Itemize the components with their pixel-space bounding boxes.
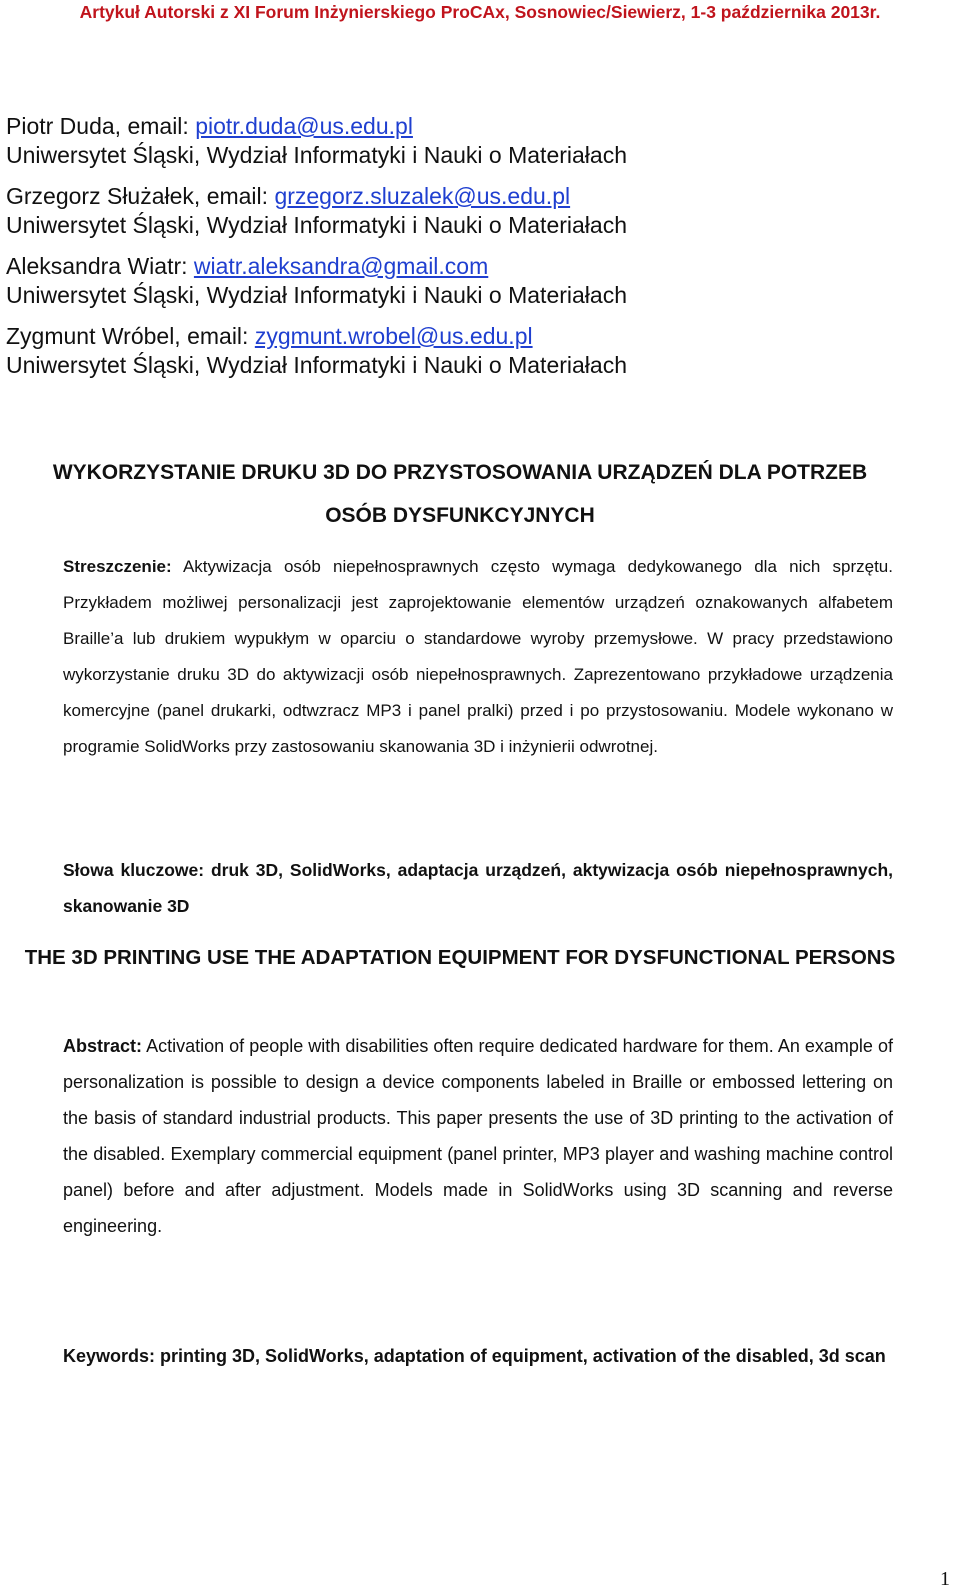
abstract-english-text: Activation of people with disabilities often require dedicated hardware for them. An example of personalization is possible to design a device components labeled in Braille or embossed lettering on the basis of standard industrial products. This paper presents the use of 3D printing to the activation of the disabled. Exemplary commercial equipment (panel printer, MP3 player and washing machine control panel) before and after adjustment. Models made in SolidWorks using 3D scanning and reverse engineering. [63, 1036, 893, 1236]
paper-title-polish: WYKORZYSTANIE DRUKU 3D DO PRZYSTOSOWANIA URZĄDZEŃ DLA POTRZEB OSÓB DYSFUNKCYJNYCH [52, 461, 868, 527]
author-email-link[interactable]: grzegorz.sluzalek@us.edu.pl [274, 183, 571, 209]
author-affiliation: Uniwersytet Śląski, Wydział Informatyki i Nauki o Materiałach [6, 282, 627, 308]
author-email-link[interactable]: wiatr.aleksandra@gmail.com [193, 253, 489, 279]
author-name: Grzegorz Służałek, email: [6, 183, 275, 209]
author-name-line [6, 182, 906, 211]
abstract-polish [63, 549, 893, 765]
abstract-english [63, 1028, 893, 1244]
author-affiliation: Uniwersytet Śląski, Wydział Informatyki i Nauki o Materiałach [6, 142, 627, 168]
abstract-english-label: Abstract: [63, 1036, 143, 1056]
author-name: Piotr Duda, email: [6, 113, 196, 139]
author-entry [6, 182, 906, 240]
author-name-line [6, 322, 906, 351]
author-list [6, 112, 906, 392]
abstract-polish-label: Streszczenie: [63, 557, 172, 576]
author-name-line [6, 112, 906, 141]
author-entry [6, 322, 906, 380]
author-email-link[interactable]: piotr.duda@us.edu.pl [195, 113, 413, 139]
abstract-polish-text: Aktywizacja osób niepełnosprawnych często wymaga dedykowanego dla nich sprzętu. Przykładem możliwej personalizacji jest zaprojektowanie elementów urządzeń oznakowanych alfabetem Braille’a lub drukiem wypukłym w oparciu o standardowe wyroby przemysłowe. W pracy przedstawiono wykorzystanie druku 3D do aktywizacji osób niepełnosprawnych. Zaprezentowano przykładowe urządzenia komercyjne (panel drukarki, odtwzracz MP3 i panel pralki) przed i po przystosowaniu. Modele wykonano w programie SolidWorks przy zastosowaniu skanowania 3D i inżynierii odwrotnej. [63, 557, 893, 756]
paper-title-english: THE 3D PRINTING USE THE ADAPTATION EQUIPMENT FOR DYSFUNCTIONAL PERSONS [24, 946, 896, 969]
author-entry [6, 112, 906, 170]
author-entry [6, 252, 906, 310]
conference-banner: Artykuł Autorski z XI Forum Inżynierskiego ProCAx, Sosnowiec/Siewierz, 1-3 października 2013r. [79, 2, 881, 22]
author-email-link[interactable]: zygmunt.wrobel@us.edu.pl [254, 323, 533, 349]
author-name-line [6, 252, 906, 281]
author-name: Aleksandra Wiatr: [6, 253, 194, 279]
author-name: Zygmunt Wróbel, email: [6, 323, 255, 349]
keywords-polish: Słowa kluczowe: druk 3D, SolidWorks, adaptacja urządzeń, aktywizacja osób niepełnosprawnych, skanowanie 3D [63, 860, 893, 916]
author-affiliation: Uniwersytet Śląski, Wydział Informatyki i Nauki o Materiałach [6, 212, 627, 238]
keywords-english: Keywords: printing 3D, SolidWorks, adaptation of equipment, activation of the disabled, 3d scan [63, 1346, 886, 1366]
page-number: 1 [940, 1568, 950, 1590]
author-affiliation: Uniwersytet Śląski, Wydział Informatyki i Nauki o Materiałach [6, 352, 627, 378]
